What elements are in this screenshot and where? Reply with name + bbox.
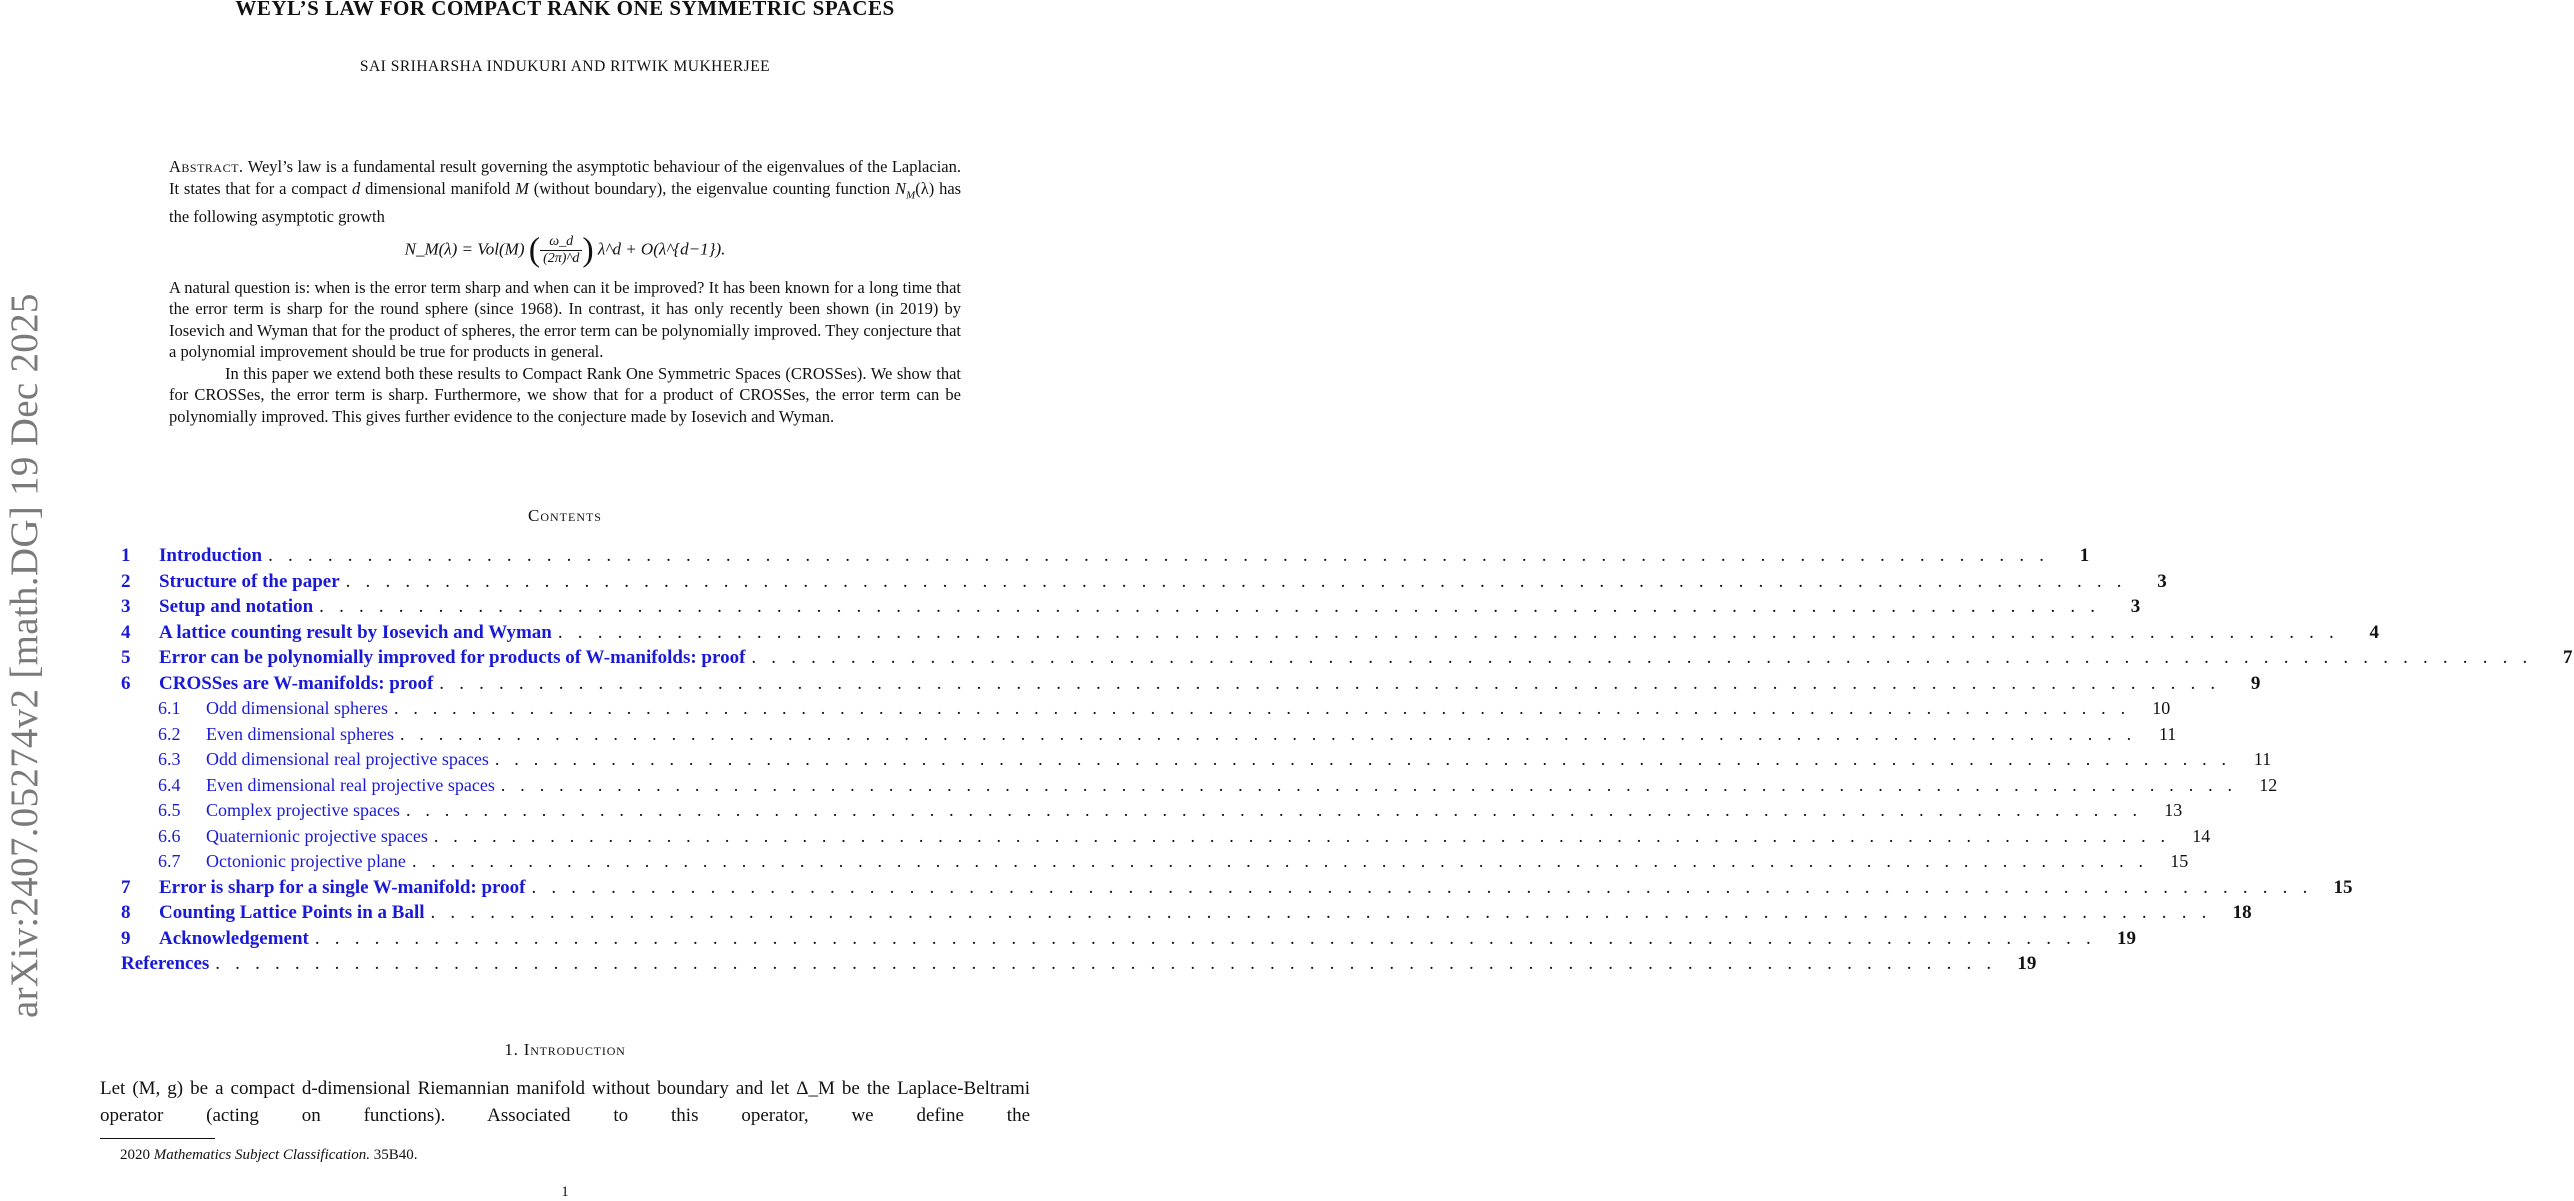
footnote-rule: [100, 1138, 215, 1139]
toc-entry[interactable]: [121, 876, 2353, 903]
toc-entry-page: 3: [2157, 570, 2167, 592]
toc-leader-dots: . . . . . . . . . . . . . . . . . . . . . . . . . . . . . . . . . . . . . . . . . . . . . . . . . . . . . . . . . . . . . . . . . . . . . . . . . . . . . . . . . . . . . . . . . .: [557, 621, 2339, 643]
intro-paragraph: Let (M, g) be a compact d-dimensional Riemannian manifold without boundary and let Δ_M be the Laplace-Beltrami operator (acting on functions). Associated to this operator, we define the: [100, 1078, 1030, 1126]
toc-leader-dots: . . . . . . . . . . . . . . . . . . . . . . . . . . . . . . . . . . . . . . . . . . . . . . . . . . . . . . . . . . . . . . . . . . . . . . . . . . . . . . . . . . . . . . . . . .: [411, 851, 2149, 871]
toc-entry[interactable]: [121, 621, 2379, 648]
toc-entry-number[interactable]: 6.1: [158, 698, 181, 718]
formula-fraction: $\frac{\omega\_d}{(2\pi)\^{}d}$: [540, 234, 582, 267]
toc-entry-page: 11: [2158, 723, 2177, 744]
toc-entry-number[interactable]: 6.5: [158, 800, 181, 820]
toc-leader-dots: . . . . . . . . . . . . . . . . . . . . . . . . . . . . . . . . . . . . . . . . . . . . . . . . . . . . . . . . . . . . . . . . . . . . . . . . . . . . . . . . . . . . . . . . . .: [314, 927, 2096, 949]
toc-entry-number[interactable]: 6.3: [158, 749, 181, 769]
toc-leader-dots: . . . . . . . . . . . . . . . . . . . . . . . . . . . . . . . . . . . . . . . . . . . . . . . . . . . . . . . . . . . . . . . . . . . . . . . . . . . . . . . . . . . . . . . . . .: [433, 825, 2171, 846]
toc-entry-page: 1: [2079, 545, 2090, 566]
toc-leader-dots: . . . . . . . . . . . . . . . . . . . . . . . . . . . . . . . . . . . . . . . . . . . . . . . . . . . . . . . . . . . . . . . . . . . . . . . . . . . . . . . . . . . . . . . . . .: [494, 749, 2232, 769]
toc-entry-number[interactable]: 7: [121, 876, 131, 898]
toc-entry-link[interactable]: Even dimensional real projective spaces: [206, 774, 495, 795]
table-of-contents: [121, 545, 2573, 979]
section-heading: 1. Introduction: [504, 1040, 626, 1059]
toc-entry-link[interactable]: Error can be polynomially improved for products of W-manifolds: proof: [159, 647, 746, 668]
toc-entry-page: 18: [2232, 902, 2252, 923]
toc-entry-number[interactable]: 6.7: [158, 851, 181, 871]
toc-entry[interactable]: [121, 698, 2171, 724]
toc-entry-link[interactable]: References: [121, 953, 210, 974]
toc-entry-link[interactable]: Complex projective spaces: [206, 800, 400, 820]
toc-leader-dots: . . . . . . . . . . . . . . . . . . . . . . . . . . . . . . . . . . . . . . . . . . . . . . . . . . . . . . . . . . . . . . . . . . . . . . . . . . . . . . . . . . . . . . . . . .: [319, 596, 2101, 617]
abstract-paragraph-1: Abstract. Weyl’s law is a fundamental result governing the asymptotic behaviour of the eigenvalues of the Laplacian. It states that for a compact d dimensional manifold M (without boundary), the eigenvalue counting function $N_M(\lambda)$ has the following asymptotic growth: [169, 157, 962, 227]
abstract-heading: Abstract.: [169, 157, 244, 176]
arxiv-stamp: arXiv:2407.05274v2 [math.DG] 19 Dec 2025: [3, 293, 46, 1018]
toc-entry-link[interactable]: Setup and notation: [159, 596, 314, 617]
toc-leader-dots: . . . . . . . . . . . . . . . . . . . . . . . . . . . . . . . . . . . . . . . . . . . . . . . . . . . . . . . . . . . . . . . . . . . . . . . . . . . . . . . . . . . . . . . . . .: [215, 953, 1997, 974]
paper-authors: SAI SRIHARSHA INDUKURI AND RITWIK MUKHERJEE: [359, 58, 771, 75]
toc-entry-number[interactable]: 6.4: [158, 774, 181, 795]
toc-entry-number[interactable]: 2: [121, 570, 131, 592]
toc-entry-link[interactable]: A lattice counting result by Iosevich and Wyman: [159, 621, 552, 643]
toc-leader-dots: . . . . . . . . . . . . . . . . . . . . . . . . . . . . . . . . . . . . . . . . . . . . . . . . . . . . . . . . . . . . . . . . . . . . . . . . . . . . . . . . . . . . . . . . . .: [430, 902, 2212, 923]
toc-entry[interactable]: [121, 851, 2189, 877]
toc-entry-page: 14: [2192, 825, 2211, 846]
toc-entry[interactable]: [121, 927, 2136, 954]
footnote: 2020 Mathematics Subject Classification. 35B40.: [120, 1147, 418, 1163]
toc-entry[interactable]: [121, 723, 2177, 750]
toc-entry-number[interactable]: 6.6: [158, 825, 181, 846]
toc-entry[interactable]: [121, 596, 2141, 622]
toc-entry[interactable]: [121, 749, 2272, 775]
toc-entry-number[interactable]: 1: [121, 545, 131, 566]
toc-leader-dots: . . . . . . . . . . . . . . . . . . . . . . . . . . . . . . . . . . . . . . . . . . . . . . . . . . . . . . . . . . . . . . . . . . . . . . . . . . . . . . . . . . . . . . . . . .: [345, 570, 2127, 592]
toc-entry-number[interactable]: 9: [121, 927, 131, 949]
page-number: 1: [561, 1184, 569, 1200]
toc-entry-link[interactable]: Error is sharp for a single W-manifold: proof: [159, 876, 526, 898]
toc-entry[interactable]: [121, 774, 2278, 801]
toc-entry-page: 12: [2259, 774, 2278, 795]
toc-entry-page: 13: [2164, 800, 2183, 820]
toc-leader-dots: . . . . . . . . . . . . . . . . . . . . . . . . . . . . . . . . . . . . . . . . . . . . . . . . . . . . . . . . . . . . . . . . . . . . . . . . . . . . . . . . . . . . . . . . . .: [751, 647, 2533, 668]
toc-entry-page: 3: [2130, 596, 2141, 617]
toc-entry[interactable]: [121, 647, 2573, 673]
toc-entry-page: 11: [2253, 749, 2272, 769]
toc-leader-dots: . . . . . . . . . . . . . . . . . . . . . . . . . . . . . . . . . . . . . . . . . . . . . . . . . . . . . . . . . . . . . . . . . . . . . . . . . . . . . . . . . . . . . . . . . .: [531, 876, 2313, 898]
toc-entry-page: 15: [2333, 876, 2353, 898]
toc-leader-dots: . . . . . . . . . . . . . . . . . . . . . . . . . . . . . . . . . . . . . . . . . . . . . . . . . . . . . . . . . . . . . . . . . . . . . . . . . . . . . . . . . . . . . . . . . .: [500, 774, 2238, 795]
toc-entry-page: 19: [2017, 953, 2037, 974]
contents-heading: Contents: [527, 506, 602, 525]
weyl-formula: N_M(λ) = Vol(M) ( $\frac{\omega\_d}{(2\pi)\^{}d}$ ) λ^d + O(λ^{d−1}).: [404, 231, 726, 269]
toc-entry-link[interactable]: Even dimensional spheres: [206, 723, 394, 744]
toc-leader-dots: . . . . . . . . . . . . . . . . . . . . . . . . . . . . . . . . . . . . . . . . . . . . . . . . . . . . . . . . . . . . . . . . . . . . . . . . . . . . . . . . . . . . . . . . . .: [393, 698, 2131, 718]
abstract-paragraph-3: In this paper we extend both these results to Compact Rank One Symmetric Spaces (CROSSes). We show that for CROSSes, the error term is sharp. Furthermore, we show that for a product of CROSSes, the error term can be polynomially improved. This gives further evidence to the conjecture made by Iosevich and Wyman.: [169, 363, 961, 426]
toc-entry-page: 9: [2250, 672, 2261, 694]
toc-entry-link[interactable]: Octonionic projective plane: [206, 851, 406, 871]
toc-entry-page: 19: [2116, 927, 2136, 949]
toc-leader-dots: . . . . . . . . . . . . . . . . . . . . . . . . . . . . . . . . . . . . . . . . . . . . . . . . . . . . . . . . . . . . . . . . . . . . . . . . . . . . . . . . . . . . . . . . . .: [439, 672, 2221, 694]
toc-entry[interactable]: [121, 545, 2090, 571]
toc-leader-dots: . . . . . . . . . . . . . . . . . . . . . . . . . . . . . . . . . . . . . . . . . . . . . . . . . . . . . . . . . . . . . . . . . . . . . . . . . . . . . . . . . . . . . . . . . .: [399, 723, 2137, 744]
toc-entry[interactable]: [121, 902, 2252, 928]
toc-entry-number[interactable]: 8: [121, 902, 131, 923]
toc-entry-number[interactable]: 5: [121, 647, 131, 668]
toc-entry-link[interactable]: Odd dimensional spheres: [206, 698, 388, 718]
toc-leader-dots: . . . . . . . . . . . . . . . . . . . . . . . . . . . . . . . . . . . . . . . . . . . . . . . . . . . . . . . . . . . . . . . . . . . . . . . . . . . . . . . . . . . . . . . . . .: [405, 800, 2143, 820]
toc-entry-page: 15: [2170, 851, 2189, 871]
toc-entry-page: 10: [2152, 698, 2171, 718]
toc-entry[interactable]: [121, 825, 2211, 852]
toc-entry-number[interactable]: 4: [121, 621, 131, 643]
toc-entry-page: 7: [2562, 647, 2573, 668]
toc-entry-link[interactable]: Odd dimensional real projective spaces: [206, 749, 489, 769]
toc-entry[interactable]: [121, 570, 2167, 597]
toc-entry-page: 4: [2369, 621, 2379, 643]
toc-entry-number[interactable]: 6.2: [158, 723, 181, 744]
toc-entry[interactable]: [121, 672, 2261, 699]
toc-entry-link[interactable]: Structure of the paper: [159, 570, 340, 592]
toc-entry[interactable]: [121, 800, 2183, 826]
toc-entry-link[interactable]: Introduction: [159, 545, 263, 566]
toc-entry[interactable]: [121, 953, 2037, 979]
toc-entry-number[interactable]: 3: [121, 596, 131, 617]
toc-leader-dots: . . . . . . . . . . . . . . . . . . . . . . . . . . . . . . . . . . . . . . . . . . . . . . . . . . . . . . . . . . . . . . . . . . . . . . . . . . . . . . . . . . . . . . . . . .: [268, 545, 2050, 566]
toc-entry-link[interactable]: CROSSes are W-manifolds: proof: [159, 672, 434, 694]
paper-title: WEYL’S LAW FOR COMPACT RANK ONE SYMMETRIC SPACES: [235, 0, 895, 20]
abstract-paragraph-2: A natural question is: when is the error term sharp and when can it be improved? It has been known for a long time that the error term is sharp for the round sphere (since 1968). In contrast, it has only recently been shown (in 2019) by Iosevich and Wyman that for the product of spheres, the error term can be polynomially improved. They conjecture that a polynomial improvement should be true for products in general.: [169, 277, 961, 362]
toc-entry-link[interactable]: Counting Lattice Points in a Ball: [159, 902, 425, 923]
toc-entry-link[interactable]: Acknowledgement: [159, 927, 309, 949]
toc-entry-number[interactable]: 6: [121, 672, 131, 694]
abstract: [169, 156, 961, 427]
toc-entry-link[interactable]: Quaternionic projective spaces: [206, 825, 428, 846]
